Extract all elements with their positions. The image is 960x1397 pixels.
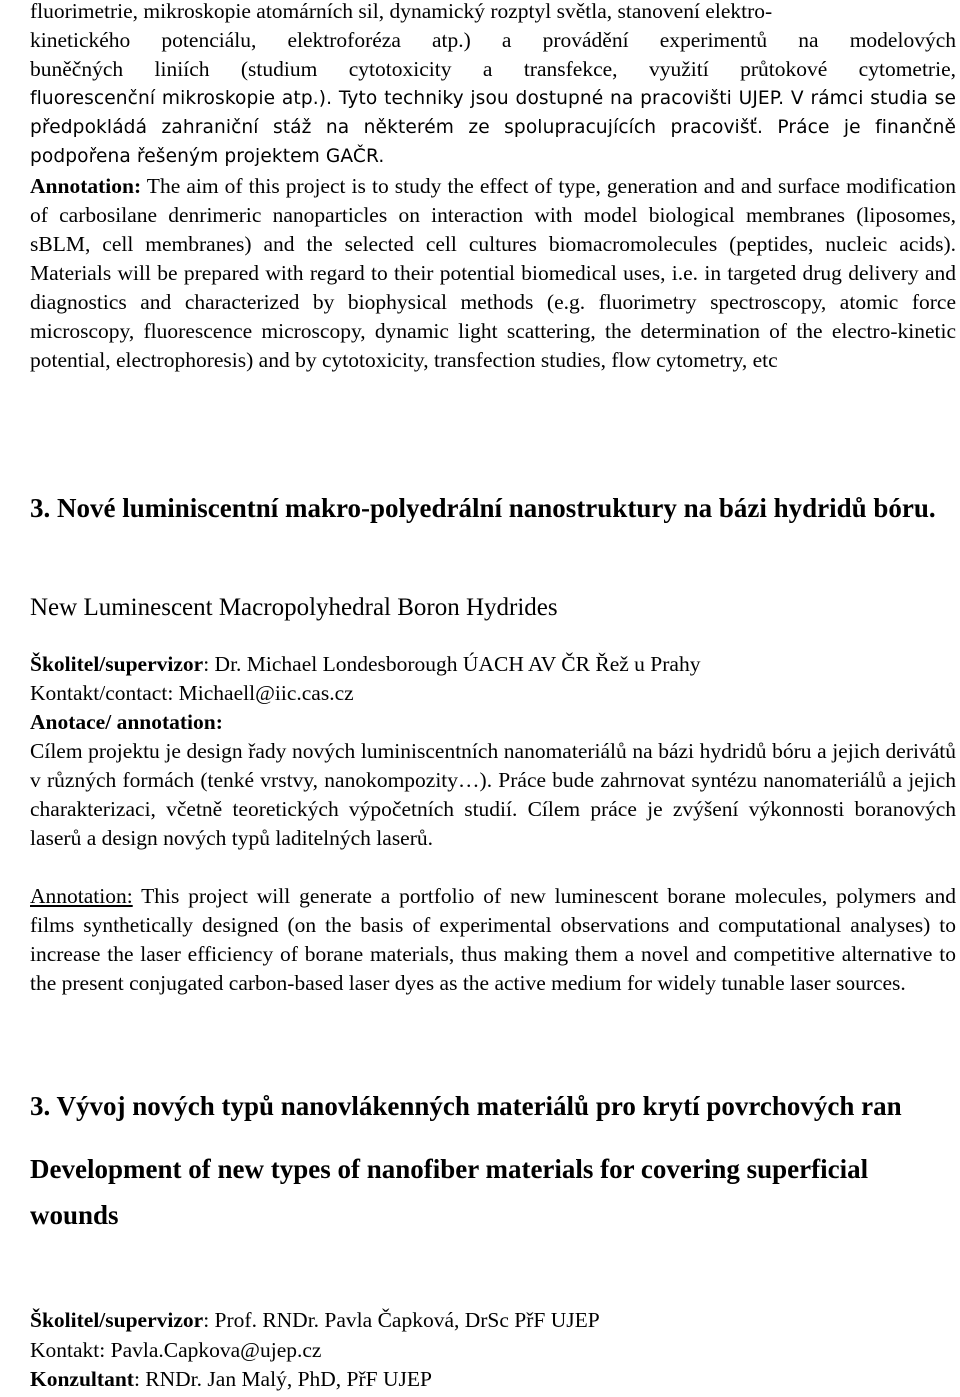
annotation-text-3a: This project will generate a portfolio of new luminescent borane molecules, polymers and films synthetically designed (on the basis of experimental observations and computational analyses) to increase the laser efficiency of borane materials, thus making them a novel and competitive alternative to the present conjugated carbon-based laser dyes as the active medium for widely tunable laser sources. [30, 884, 956, 995]
intro-line-4a: fluorescenční mikroskopie atp.). [30, 88, 333, 109]
heading-topic-3b-cz [30, 1086, 956, 1126]
heading-topic-3-en-text: New Luminescent Macropolyhedral Boron Hydrides [30, 594, 558, 621]
anotace-paragraph [30, 737, 956, 853]
intro-line-3-wrap [30, 55, 956, 84]
contact-line-3a [30, 679, 956, 708]
annotation-paragraph-3a [30, 882, 956, 998]
intro-line-3: buněčných liniích (studium cytotoxicity a transfekce, využití průtokové cytometrie, [30, 57, 956, 81]
annotation-label-3a: Annotation: [30, 884, 133, 908]
heading-topic-3-en [30, 590, 956, 626]
supervisor-value-3a: : Dr. Michael Londesborough ÚACH AV ČR Řež u Prahy [203, 652, 701, 676]
supervisor-label-3b: Školitel/supervizor [30, 1308, 204, 1332]
supervisor-line-3a [30, 650, 956, 679]
intro-rest [30, 84, 956, 171]
heading-topic-3b-en-text: Development of new types of nanofiber materials for covering superficial wounds [30, 1154, 869, 1230]
intro-line-2-wrap [30, 26, 956, 55]
consultant-label-3b: Konzultant [30, 1367, 134, 1391]
anotace-label-line [30, 708, 956, 737]
contact-text-3a: Kontakt/contact: Michaell@iic.cas.cz [30, 681, 354, 705]
supervisor-value-3b: : Prof. RNDr. Pavla Čapková, DrSc PřF UJEP [203, 1308, 600, 1332]
anotace-label: Anotace/ annotation: [30, 710, 223, 734]
anotace-text: Cílem projektu je design řady nových luminiscentních nanomateriálů na bázi hydridů bóru a jejich derivátů v různých formách (tenké vrstvy, nanokompozity…). Práce bude zahrnovat syntézu nanomateriálů a jejich charakterizaci, včetně teoretických výpočetních studií. Cílem práce je zvýšení výkonnosti boranových laserů a design nových typů laditelných laserů. [30, 739, 956, 850]
supervisor-label-3a: Školitel/supervizor [30, 652, 204, 676]
paragraph-intro-cz [30, 0, 956, 26]
supervisor-line-3b [30, 1306, 956, 1335]
annotation-text-1: The aim of this project is to study the effect of type, generation and and surface modification of carbosilane denrimeric nanoparticles on interaction with model biological membranes (liposomes, sBLM, cell membranes) and the selected cell cultures biomacromolecules (peptides, nucleic acids). Materials will be prepared with regard to their potential biomedical uses, i.e. in targeted drug delivery and diagnostics and characterized by biophysical methods (e.g. fluorimetry spectroscopy, atomic force microscopy, fluorescence microscopy, dynamic light scattering, the determination of the electro-kinetic potential, electrophoresis) and by cytotoxicity, transfection studies, flow cytometry, etc [30, 174, 956, 372]
consultant-line-3b [30, 1365, 956, 1394]
contact-line-3b [30, 1336, 956, 1365]
consultant-value-3b: : RNDr. Jan Malý, PhD, PřF UJEP [133, 1367, 432, 1391]
intro-line-1: fluorimetrie, mikroskopie atomárních sil, dynamický rozptyl světla, stanovení elektro- [30, 0, 773, 23]
intro-techniky-text: Tyto techniky jsou dostupné na pracovišti UJEP. V rámci studia se předpokládá zahraniční stáž na některém ze spolupracujících pracovišť. Práce je finančně podpořena řešeným projektem GAČR. [30, 88, 956, 167]
intro-line-2: kinetického potenciálu, elektroforéza atp.) a provádění experimentů na modelových [30, 28, 956, 52]
annotation-label-1: Annotation: [30, 174, 142, 198]
heading-topic-3-cz-text: 3. Nové luminiscentní makro-polyedrální nanostruktury na bázi hydridů bóru. [30, 493, 936, 523]
annotation-paragraph-1 [30, 172, 956, 375]
contact-text-3b: Kontakt: Pavla.Capkova@ujep.cz [30, 1338, 322, 1362]
heading-topic-3b-en [30, 1146, 956, 1238]
heading-topic-3b-cz-text: 3. Vývoj nových typů nanovlákenných materiálů pro krytí povrchových ran [30, 1091, 902, 1121]
heading-topic-3-cz [30, 488, 956, 528]
